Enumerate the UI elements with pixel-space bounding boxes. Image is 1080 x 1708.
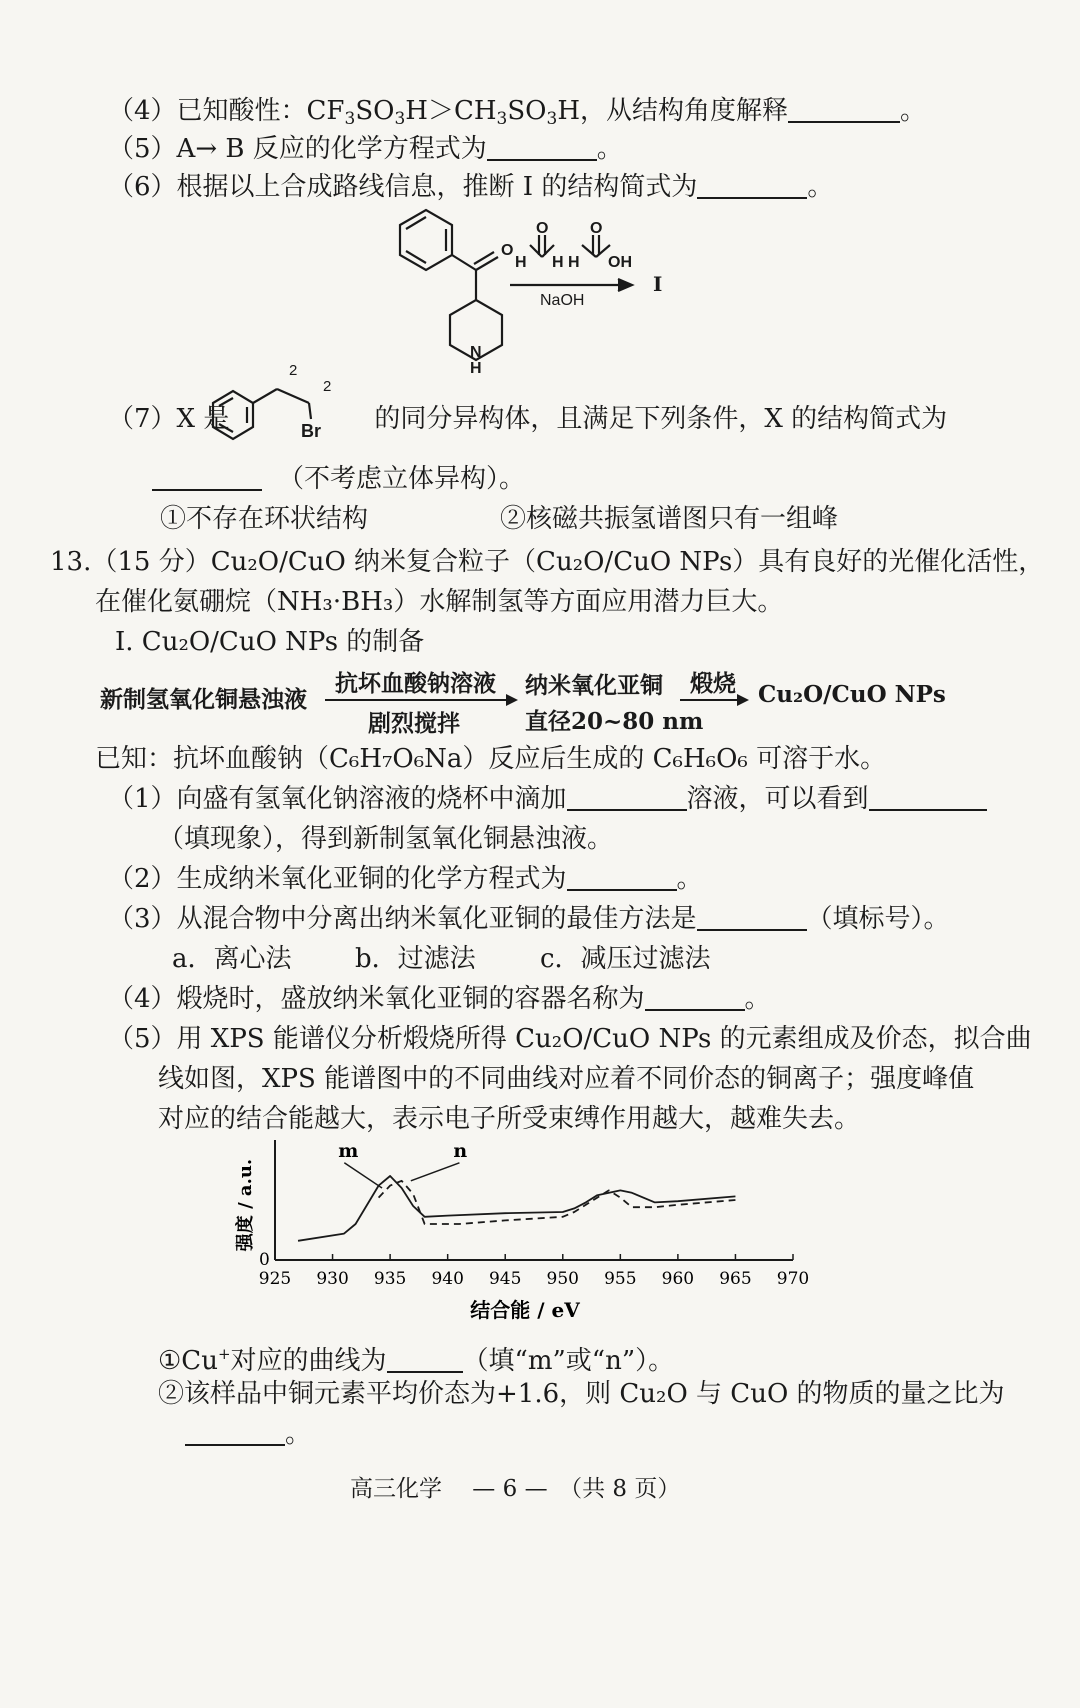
s5-line1: （5）用 XPS 能谱仪分析煅烧所得 Cu₂O/CuO NPs 的元素组成及价态，拟合曲 [108,1024,1032,1054]
answer-blank [788,95,900,123]
x-tick-label: 925 [258,1269,292,1289]
formic-oh: OH [608,254,632,271]
handwritten-mark-1: 2 [289,365,298,379]
s4-text: （4）煅烧时，盛放纳米氧化亚铜的容器名称为 。 [108,984,771,1014]
q5-text: （5）A→ B 反应的化学方程式为 。 [108,134,623,164]
answer-blank [567,783,687,811]
amine-n: N [470,344,482,361]
s5-line3: 对应的结合能越大，表示电子所受束缚作用越大，越难失去。 [158,1104,861,1134]
flow-below-1: 剧烈搅拌 [368,710,460,737]
answer-blank [697,903,807,931]
x-tick-label: 965 [719,1269,752,1289]
amine-h: H [470,360,482,377]
x-tick-label: 960 [661,1269,695,1289]
s3-option-a: a．离心法 [172,944,292,974]
y-axis-label: 强度 / a.u. [235,1158,256,1252]
q7-condition-1: ①不存在环状结构 [160,504,369,534]
sub2-text: ②该样品中铜元素平均价态为+1.6，则 Cu₂O 与 CuO 的物质的量之比为 [158,1379,1005,1409]
x-tick-label: 970 [776,1269,810,1289]
phenethyl-bromide-structure [205,365,355,445]
formic-h: H [568,254,580,271]
flow-start: 新制氢氧化铜悬浊液 [100,686,307,713]
q6-text: （6）根据以上合成路线信息，推断 I 的结构简式为 。 [108,172,834,202]
s3-option-b: b．过滤法 [355,944,476,974]
x-tick-label: 940 [431,1269,464,1289]
s1-line2: （填现象），得到新制氢氧化铜悬浊液。 [158,824,614,854]
formic-o: O [590,220,603,237]
sub1-text: ①Cu+对应的曲线为 （填“m”或“n”）。 [158,1345,675,1376]
series-m-label: m [338,1139,359,1162]
x-tick-label: 935 [373,1269,407,1289]
answer-blank [152,463,262,491]
q13-intro-2: 在催化氨硼烷（NH₃·BH₃）水解制氢等方面应用潜力巨大。 [95,587,784,617]
x-tick-label: 945 [488,1269,522,1289]
x-tick-label: 955 [604,1269,637,1289]
flow-mid-2: 直径20~80 nm [525,708,704,735]
q7-text: （7）X 是 的同分异构体，且满足下列条件，X 的结构简式为 [108,404,948,434]
formaldehyde-h2: H [552,254,564,271]
x-tick-label: 950 [546,1269,580,1289]
flow-arrow-1-head [506,694,518,706]
q7-line2: （不考虑立体异构）。 [152,462,525,496]
series-m-leader-line [344,1163,382,1188]
x-axis-label: 结合能 / eV [470,1298,580,1322]
series-m-curve [379,1181,736,1224]
q7-condition-2: ②核磁共振氢谱图只有一组峰 [500,504,839,534]
flow-arrow-2 [680,699,745,701]
flow-mid-1: 纳米氧化亚铜 [525,672,663,699]
answer-blank [487,133,597,161]
q13-part1-title: I. Cu₂O/CuO NPs 的制备 [115,627,425,657]
flow-above-1: 抗坏血酸钠溶液 [335,670,496,697]
page-footer: 高三化学 — 6 — （共 8 页） [350,1476,681,1502]
q4-text: （4）已知酸性：$CF_3SO_3H>CH_3SO_3H$，从结构角度解释 。 [108,96,927,129]
answer-blank [697,171,807,199]
q13-intro-1: 13.（15 分）Cu₂O/CuO 纳米复合粒子（Cu₂O/CuO NPs）具有良好的光催化活性， [50,547,1045,577]
known-text: 已知：抗坏血酸钠（C₆H₇O₆Na）反应后生成的 C₆H₆O₆ 可溶于水。 [95,744,887,774]
flow-arrow-1 [325,699,515,701]
s2-text: （2）生成纳米氧化亚铜的化学方程式为 。 [108,864,703,894]
answer-blank [185,1418,285,1446]
reagent-label: NaOH [540,292,585,309]
x-tick-label: 930 [316,1269,349,1289]
s3-text: （3）从混合物中分离出纳米氧化亚铜的最佳方法是 （填标号）。 [108,904,950,934]
flow-arrow-2-head [737,694,749,706]
xps-chart [225,1135,825,1340]
series-n-label: n [453,1139,468,1162]
answer-blank [645,983,745,1011]
answer-blank [567,863,677,891]
flow-end: Cu₂O/CuO NPs [758,681,946,708]
series-n-leader-line [411,1163,460,1181]
s5-line2: 线如图，XPS 能谱图中的不同曲线对应着不同价态的铜离子；强度峰值 [158,1064,975,1094]
preparation-flow [100,665,960,735]
s1-line1: （1）向盛有氢氧化钠溶液的烧杯中滴加 溶液，可以看到 [108,782,987,816]
s3-option-c: c．减压过滤法 [540,944,711,974]
answer-blank [387,1345,463,1373]
formaldehyde-h1: H [515,254,527,271]
sub2-line2: 。 [185,1417,311,1451]
y-origin-label: 0 [259,1250,270,1270]
flow-above-2: 煅烧 [690,670,736,697]
product-label: I [653,272,663,296]
bromine-label: Br [301,421,322,441]
ketone-o: O [501,242,514,259]
answer-blank [869,783,987,811]
reaction-scheme [370,205,710,380]
formaldehyde-o: O [536,220,549,237]
series-n-curve [298,1176,735,1241]
handwritten-mark-2: 2 [323,378,332,395]
